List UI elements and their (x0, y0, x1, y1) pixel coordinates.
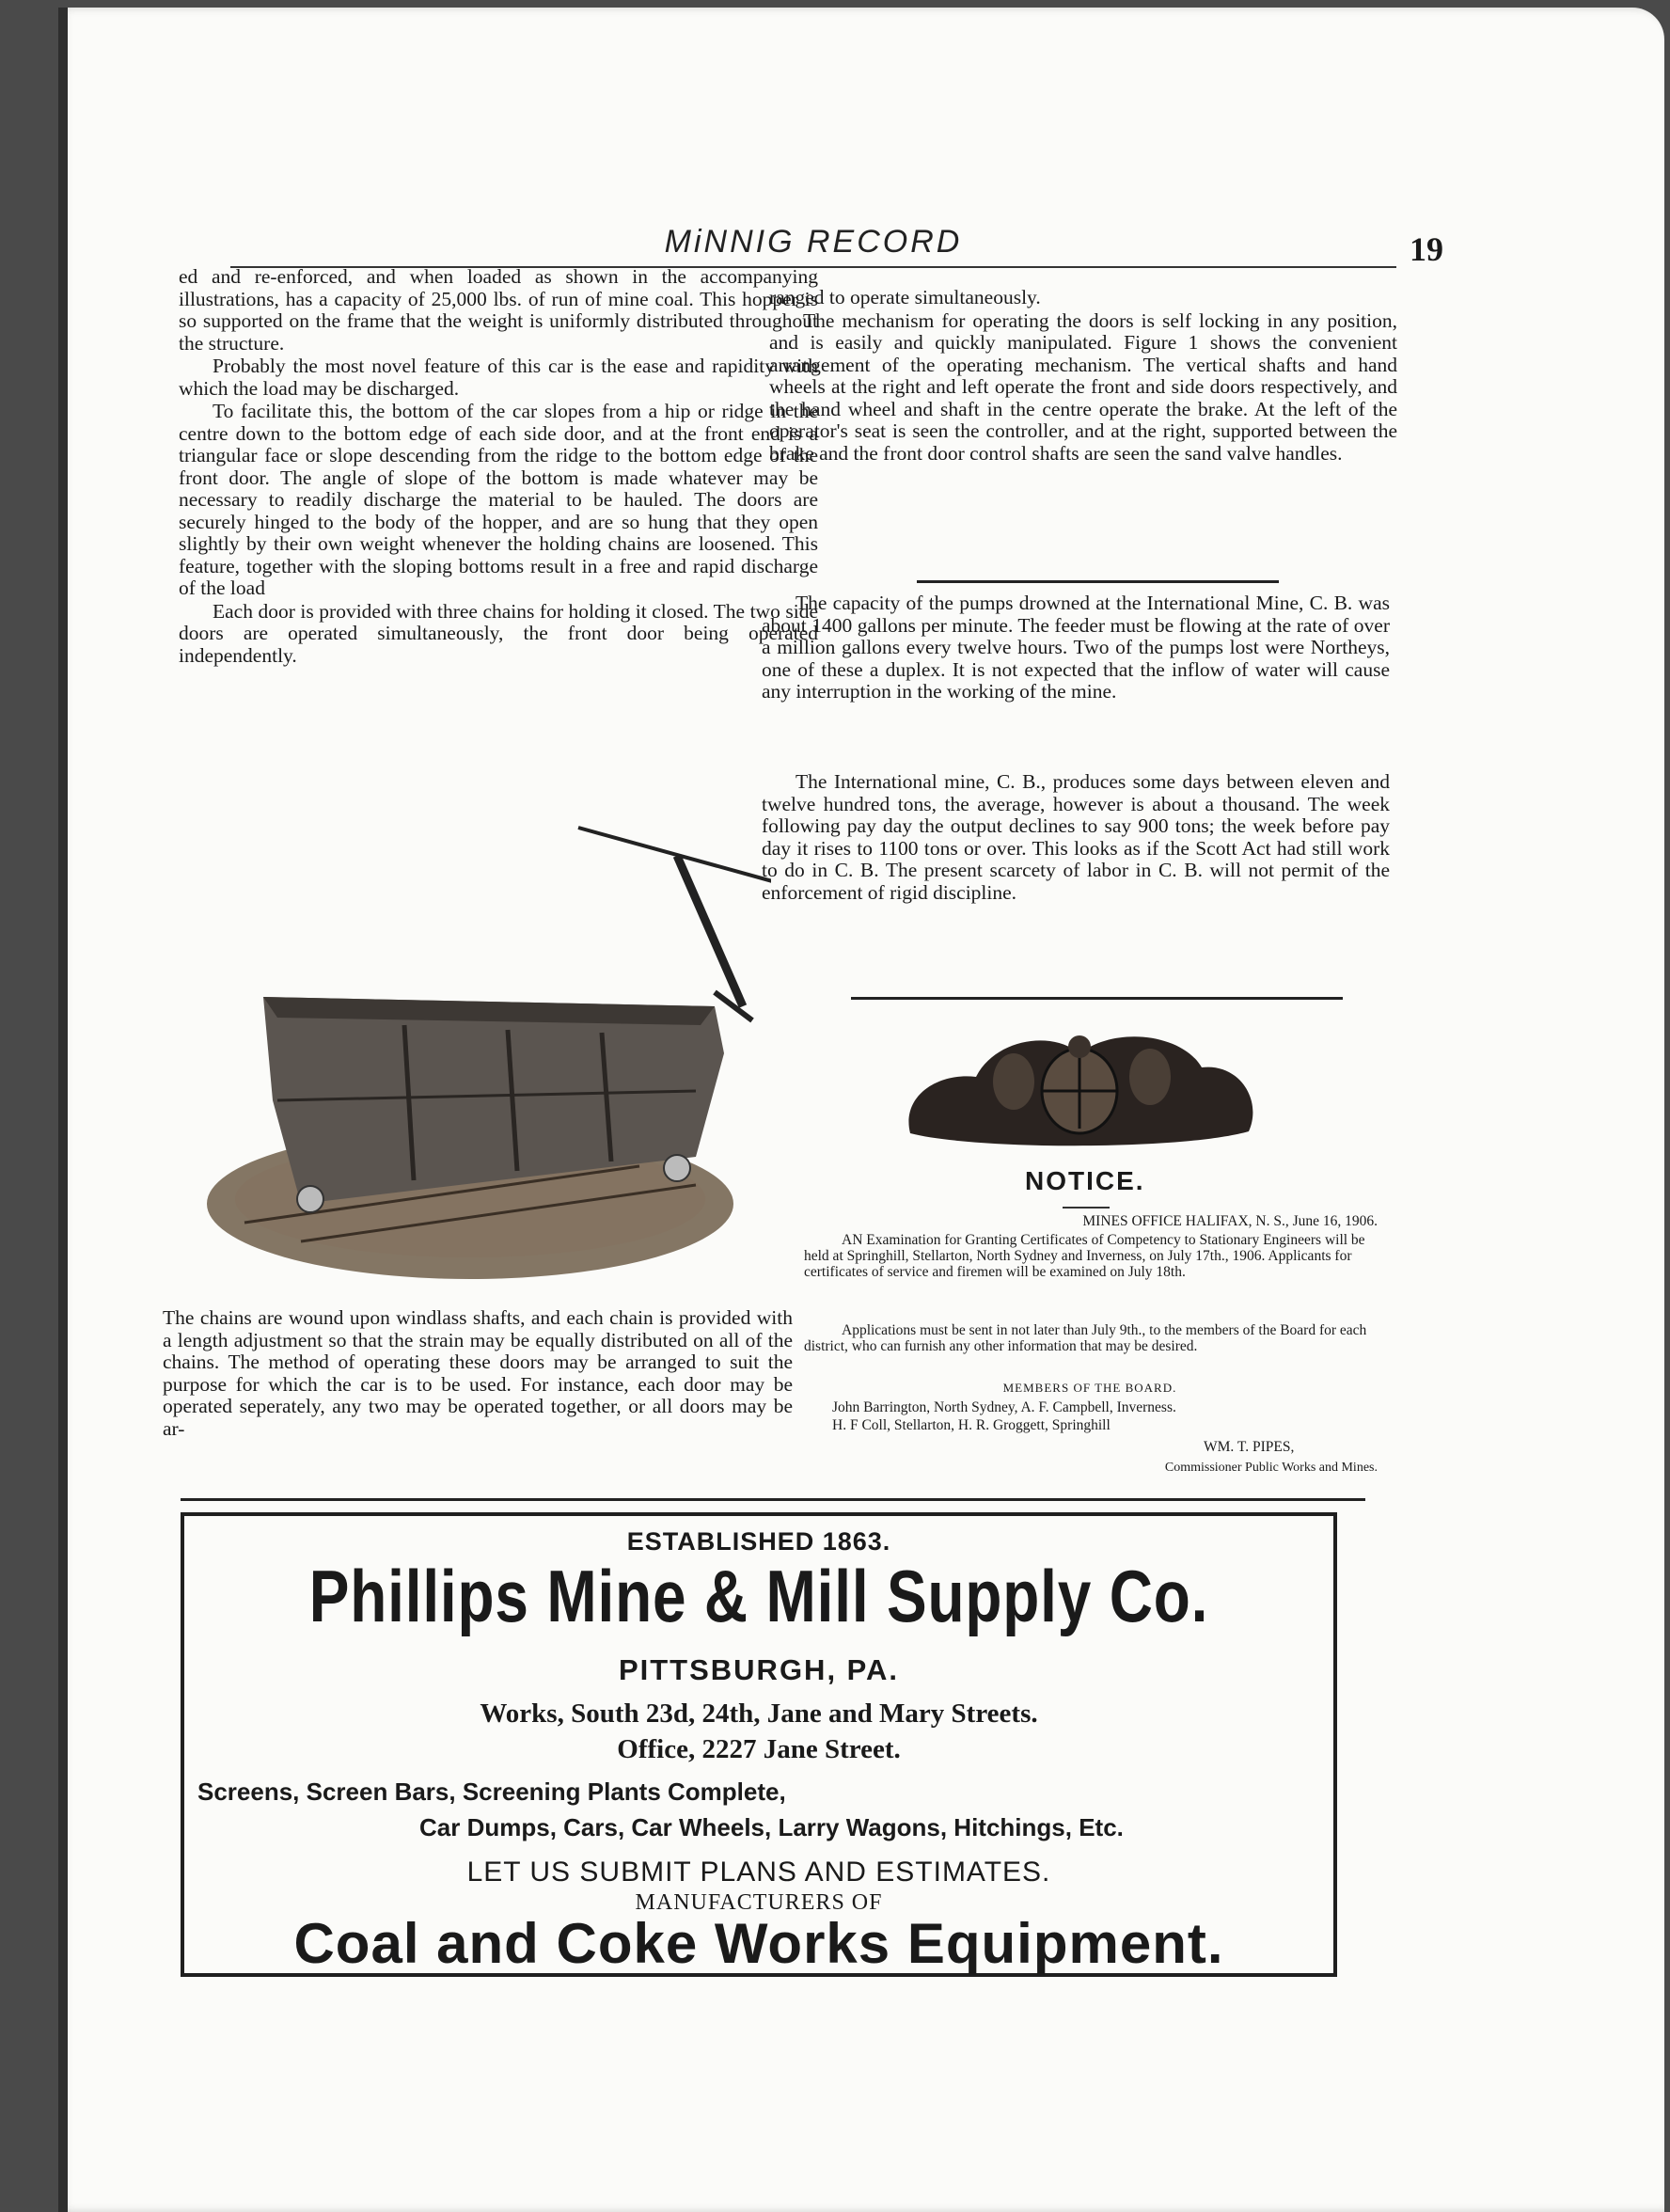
ad-submit-line: LET US SUBMIT PLANS AND ESTIMATES. (466, 1856, 1051, 1888)
coat-of-arms-emblem (901, 1020, 1258, 1152)
paragraph: To facilitate this, the bottom of the car slopes from a hip or ridge in the centre down to the bottom edge of each side door, and at the front end is a triangular face or slope descending from the ridge to the bottom edge of the front door. The angle of slope of the bottom is made whatever may be necessary to readily discharge the material to be hauled. The doors are securely hinged to the body of the hopper, and are so hung that they open slightly by their own weight whenever the holding chains are loosened. This feature, together with the sloping bottoms result in a free and rapid discharge of the load (179, 400, 818, 599)
notice-members-line: H. F Coll, Stellarton, H. R. Groggett, Springhill (832, 1417, 1111, 1433)
notice-paragraph: Applications must be sent in not later than July 9th., to the members of the Board for each district, who can furnish any other information that may be desired. (804, 1322, 1367, 1354)
article-column-left-top (179, 266, 818, 667)
paragraph: The chains are wound upon windlass shafts, and each chain is provided with a length adjustment so that the strain may be equally distributed on all of the chains. The method of operating these doors may be arranged to suit the purpose for which the car is to be used. For instance, each door may be operated seperately, any two may be operated together, or all doors may be ar- (163, 1306, 793, 1440)
paragraph: Probably the most novel feature of this car is the ease and rapidity with which the load may be discharged. (179, 355, 818, 400)
ad-office-address: Office, 2227 Jane Street. (617, 1734, 901, 1764)
paragraph: The capacity of the pumps drowned at the International Mine, C. B. was about 1400 gallons per minute. The feeder must be flowing at the rate of over a million gallons every twelve hours. Two of the pumps lost were Northeys, one of these a duplex. It is not expected that the inflow of water will cause any interruption in the working of the mine. (762, 592, 1390, 703)
phillips-advertisement (181, 1512, 1337, 1977)
notice-rule (1063, 1207, 1110, 1209)
news-item-pumps (762, 592, 1390, 703)
notice-members-line: John Barrington, North Sydney, A. F. Campbell, Inverness. (832, 1399, 1176, 1415)
notice-dateline: MINES OFFICE HALIFAX, N. S., June 16, 1906. (1082, 1213, 1378, 1229)
paragraph: Each door is provided with three chains for holding it closed. The two side doors are operated simultaneously, the front door being operated independently. (179, 599, 818, 667)
ad-works-address: Works, South 23d, 24th, Jane and Mary Streets. (480, 1698, 1038, 1729)
news-item-output (762, 771, 1390, 904)
notice-members-heading: MEMBERS OF THE BOARD. (1002, 1381, 1177, 1395)
ad-products-line: Car Dumps, Cars, Car Wheels, Larry Wagons, Hitchings, Etc. (419, 1813, 1124, 1841)
ad-established: ESTABLISHED 1863. (626, 1527, 891, 1556)
notice-signature: WM. T. PIPES, (1204, 1439, 1295, 1455)
article-column-right-top (769, 287, 1397, 465)
ad-equipment-line: Coal and Coke Works Equipment. (293, 1912, 1224, 1975)
page-binding-edge (58, 8, 68, 2212)
page-number: 19 (1410, 230, 1443, 268)
notice-heading: NOTICE. (1025, 1166, 1145, 1195)
ad-city: PITTSBURGH, PA. (618, 1653, 900, 1686)
journal-title: MiNNIG RECORD (664, 224, 963, 260)
paragraph: ed and re-enforced, and when loaded as shown in the accompanying illustrations, has a capacity of 25,000 lbs. of run of mine coal. This hopper is so supported on the frame that the weight is uniformly distributed throughout the structure. (179, 265, 818, 355)
paragraph: ranged to operate simultaneously. (769, 286, 1041, 308)
ad-manufacturers-line: MANUFACTURERS OF (635, 1890, 883, 1915)
article-column-left-bottom (163, 1307, 793, 1440)
paragraph: The mechanism for operating the doors is self locking in any position, and is easily and quickly manipulated. Figure 1 shows the convenient arrangement of the operating mechanism. The vertical shafts and hand wheels at the right and left operate the front and side doors respectively, and the hand wheel and shaft in the centre operate the brake. At the left of the operator's seat is seen the controller, and at the right, supported between the brake and the front door control shafts are seen the sand valve handles. (769, 308, 1397, 465)
ad-products-line: Screens, Screen Bars, Screening Plants Complete, (197, 1778, 786, 1806)
ad-company-name: Phillips Mine & Mill Supply Co. (308, 1555, 1209, 1637)
hopper-car-illustration (188, 818, 771, 1288)
advertisement-top-rule (181, 1498, 1365, 1501)
section-rule (851, 997, 1343, 1000)
notice-paragraph: AN Examination for Granting Certificates of Competency to Stationary Engineers will be held at Springhill, Stellarton, North Sydney and Inverness, on July 17th., 1906. Applicants for certificates of service and firemen will be examined on July 18th. (804, 1232, 1365, 1280)
notice-signature-title: Commissioner Public Works and Mines. (1164, 1461, 1378, 1475)
running-header (230, 224, 1443, 269)
paragraph: The International mine, C. B., produces some days between eleven and twelve hundred tons, the average, however is about a thousand. The week following pay day the output declines to say 900 tons; the week before pay day it rises to 1100 tons or over. This looks as if the Scott Act had still work to do in C. B. The present scarcety of labor in C. B. will not permit of the enforcement of rigid discipline. (762, 770, 1390, 904)
section-rule (917, 580, 1279, 583)
